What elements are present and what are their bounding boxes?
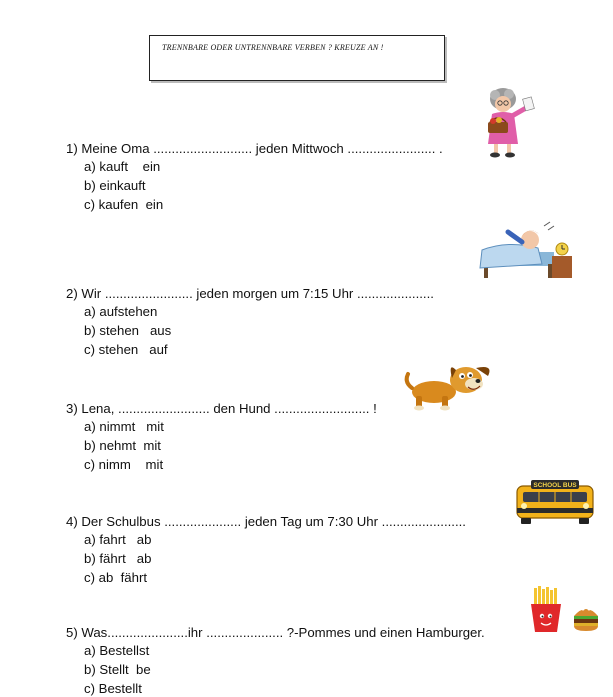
question-2-option-a[interactable]: a) aufstehen [84,304,158,319]
question-3: 3) Lena, ......................... den Hund .......................... ! [66,401,377,416]
question-4: 4) Der Schulbus ..................... jeden Tag um 7:30 Uhr ....................... [66,514,466,529]
question-1-option-c[interactable]: c) kaufen ein [84,197,164,212]
question-1-option-a[interactable]: a) kauft ein [84,159,161,174]
question-5-option-a[interactable]: a) Bestellst [84,643,150,658]
question-1: 1) Meine Oma ........................... jeden Mittwoch ........................ . [66,141,443,156]
question-2-option-b[interactable]: b) stehen aus [84,323,172,338]
school-bus-icon [513,476,597,526]
question-5: 5) Was......................ihr ..................... ?-Pommes und einen Hamburger. [66,625,485,640]
question-5-option-b[interactable]: b) Stellt be [84,662,151,677]
question-2-option-c[interactable]: c) stehen auf [84,342,168,357]
question-4-option-a[interactable]: a) fahrt ab [84,532,152,547]
question-4-option-b[interactable]: b) fährt ab [84,551,152,566]
worksheet-title: TRENNBARE ODER UNTRENNBARE VERBEN ? KREUZE AN ! [162,43,384,52]
fries-burger-icon [528,586,604,638]
question-1-option-b[interactable]: b) einkauft [84,178,146,193]
question-3-option-c[interactable]: c) nimm mit [84,457,164,472]
question-3-option-a[interactable]: a) nimmt mit [84,419,164,434]
sleeping-boy-icon [478,218,578,282]
question-5-option-c[interactable]: c) Bestellt [84,681,142,696]
title-box [149,35,445,81]
dog-icon [404,362,496,412]
question-2: 2) Wir ........................ jeden morgen um 7:15 Uhr ..................... [66,286,434,301]
bus-sign-text: SCHOOL BUS [533,482,577,489]
question-3-option-b[interactable]: b) nehmt mit [84,438,161,453]
question-4-option-c[interactable]: c) ab fährt [84,570,148,585]
grandma-shopping-icon [478,86,542,158]
